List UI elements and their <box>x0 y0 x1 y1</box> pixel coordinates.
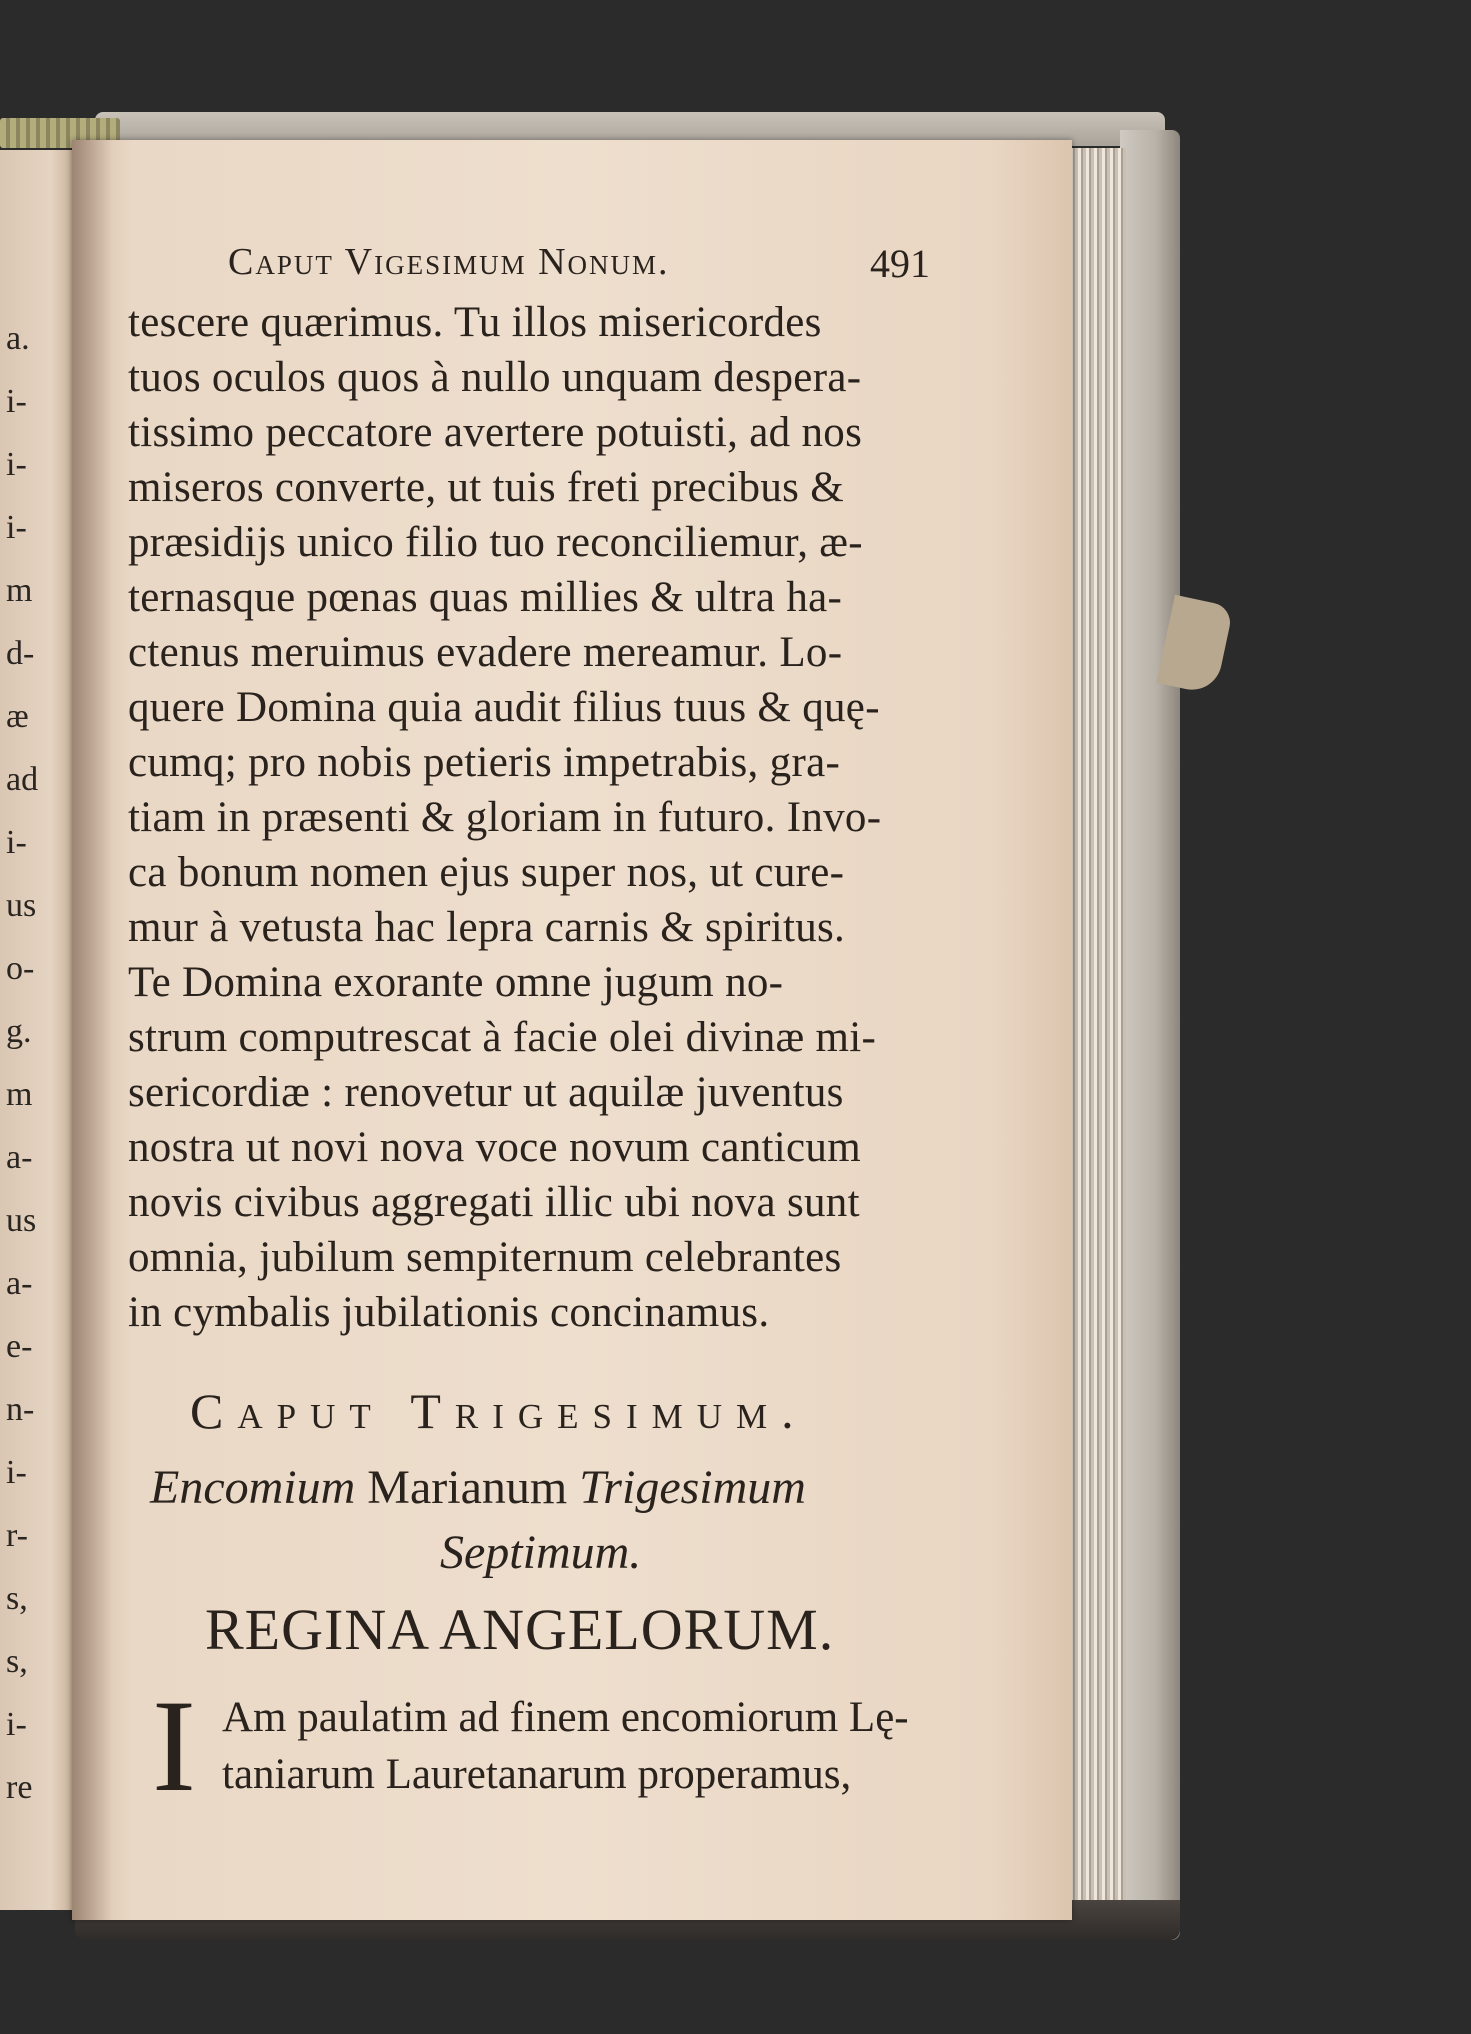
body-line: tissimo peccatore avertere potuisti, ad nos <box>128 409 863 456</box>
facing-page-fragment: us <box>6 1202 37 1239</box>
drop-cap: I <box>152 1672 196 1819</box>
body-line: cumq; pro nobis petieris impetrabis, gra- <box>128 739 841 786</box>
body-line: omnia, jubilum sempiternum celebrantes <box>128 1234 842 1281</box>
body-line: quere Domina quia audit filius tuus & quę- <box>128 684 880 731</box>
facing-page-fragment: g. <box>6 1013 32 1050</box>
section-title: REGINA ANGELORUM. <box>205 1597 835 1662</box>
running-head-title: Caput Vigesimum Nonum. <box>228 241 670 283</box>
facing-page-fragment: m <box>6 572 33 609</box>
facing-page-fragment: r- <box>6 1517 28 1554</box>
encomium-roman-word: Marianum <box>367 1461 568 1514</box>
facing-page-fragment: a. <box>6 320 30 357</box>
facing-page-fragment: e- <box>6 1328 33 1365</box>
facing-page-fragment: d- <box>6 635 35 672</box>
facing-page-fragment: i- <box>6 1706 27 1743</box>
body-line: ca bonum nomen ejus super nos, ut cure- <box>128 849 845 896</box>
body-line: tescere quærimus. Tu illos misericordes <box>128 299 822 346</box>
paragraph-line: taniarum Lauretanarum properamus, <box>222 1751 852 1798</box>
body-line: in cymbalis jubilationis concinamus. <box>128 1289 770 1336</box>
facing-page-fragment: i- <box>6 383 27 420</box>
body-line: novis civibus aggregati illic ubi nova sunt <box>128 1179 860 1226</box>
body-line: nostra ut novi nova voce novum canticum <box>128 1124 861 1171</box>
page-number: 491 <box>870 241 930 286</box>
body-line: sericordiæ : renovetur ut aquilæ juventus <box>128 1069 844 1116</box>
body-line: mur à vetusta hac lepra carnis & spiritus. <box>128 904 846 951</box>
body-line: præsidijs unico filio tuo reconciliemur, æ- <box>128 519 863 566</box>
encomium-italic-word-2: Trigesimum <box>579 1461 806 1514</box>
body-line: ternasque pœnas quas millies & ultra ha- <box>128 574 843 621</box>
encomium-italic-word: Encomium <box>150 1461 356 1514</box>
body-line: tiam in præsenti & gloriam in futuro. Invo- <box>128 794 882 841</box>
facing-page-fragment: a- <box>6 1139 33 1176</box>
facing-page-fragment: s, <box>6 1643 28 1680</box>
encomium-subtitle <box>150 1460 806 1515</box>
body-line: Te Domina exorante omne jugum no- <box>128 959 784 1006</box>
body-line: ctenus meruimus evadere mereamur. Lo- <box>128 629 843 676</box>
body-line: tuos oculos quos à nullo unquam despera- <box>128 354 862 401</box>
facing-page <box>0 150 74 1910</box>
facing-page-fragment: o- <box>6 950 35 987</box>
chapter-heading: Caput Trigesimum. <box>190 1383 808 1439</box>
book-cover-edge <box>1120 130 1180 1940</box>
facing-page-fragment: i- <box>6 1454 27 1491</box>
facing-page-fragment: m <box>6 1076 33 1113</box>
encomium-subtitle-line2: Septimum. <box>440 1526 642 1579</box>
facing-page-fragment: re <box>6 1769 33 1806</box>
gutter-shadow <box>72 140 112 1920</box>
facing-page-fragment: i- <box>6 824 27 861</box>
body-line: miseros converte, ut tuis freti precibus & <box>128 464 844 511</box>
facing-page-fragment: i- <box>6 509 27 546</box>
paragraph-line: Am paulatim ad finem encomiorum Lę- <box>222 1694 909 1741</box>
facing-page-fragment: us <box>6 887 37 924</box>
facing-page-fragment: æ <box>6 698 29 735</box>
facing-page-fragment: i- <box>6 446 27 483</box>
facing-page-fragment: n- <box>6 1391 35 1428</box>
facing-page-fragment: ad <box>6 761 39 798</box>
facing-page-fragment: s, <box>6 1580 28 1617</box>
facing-page-fragment: a- <box>6 1265 33 1302</box>
body-line: strum computrescat à facie olei divinæ mi- <box>128 1014 877 1061</box>
